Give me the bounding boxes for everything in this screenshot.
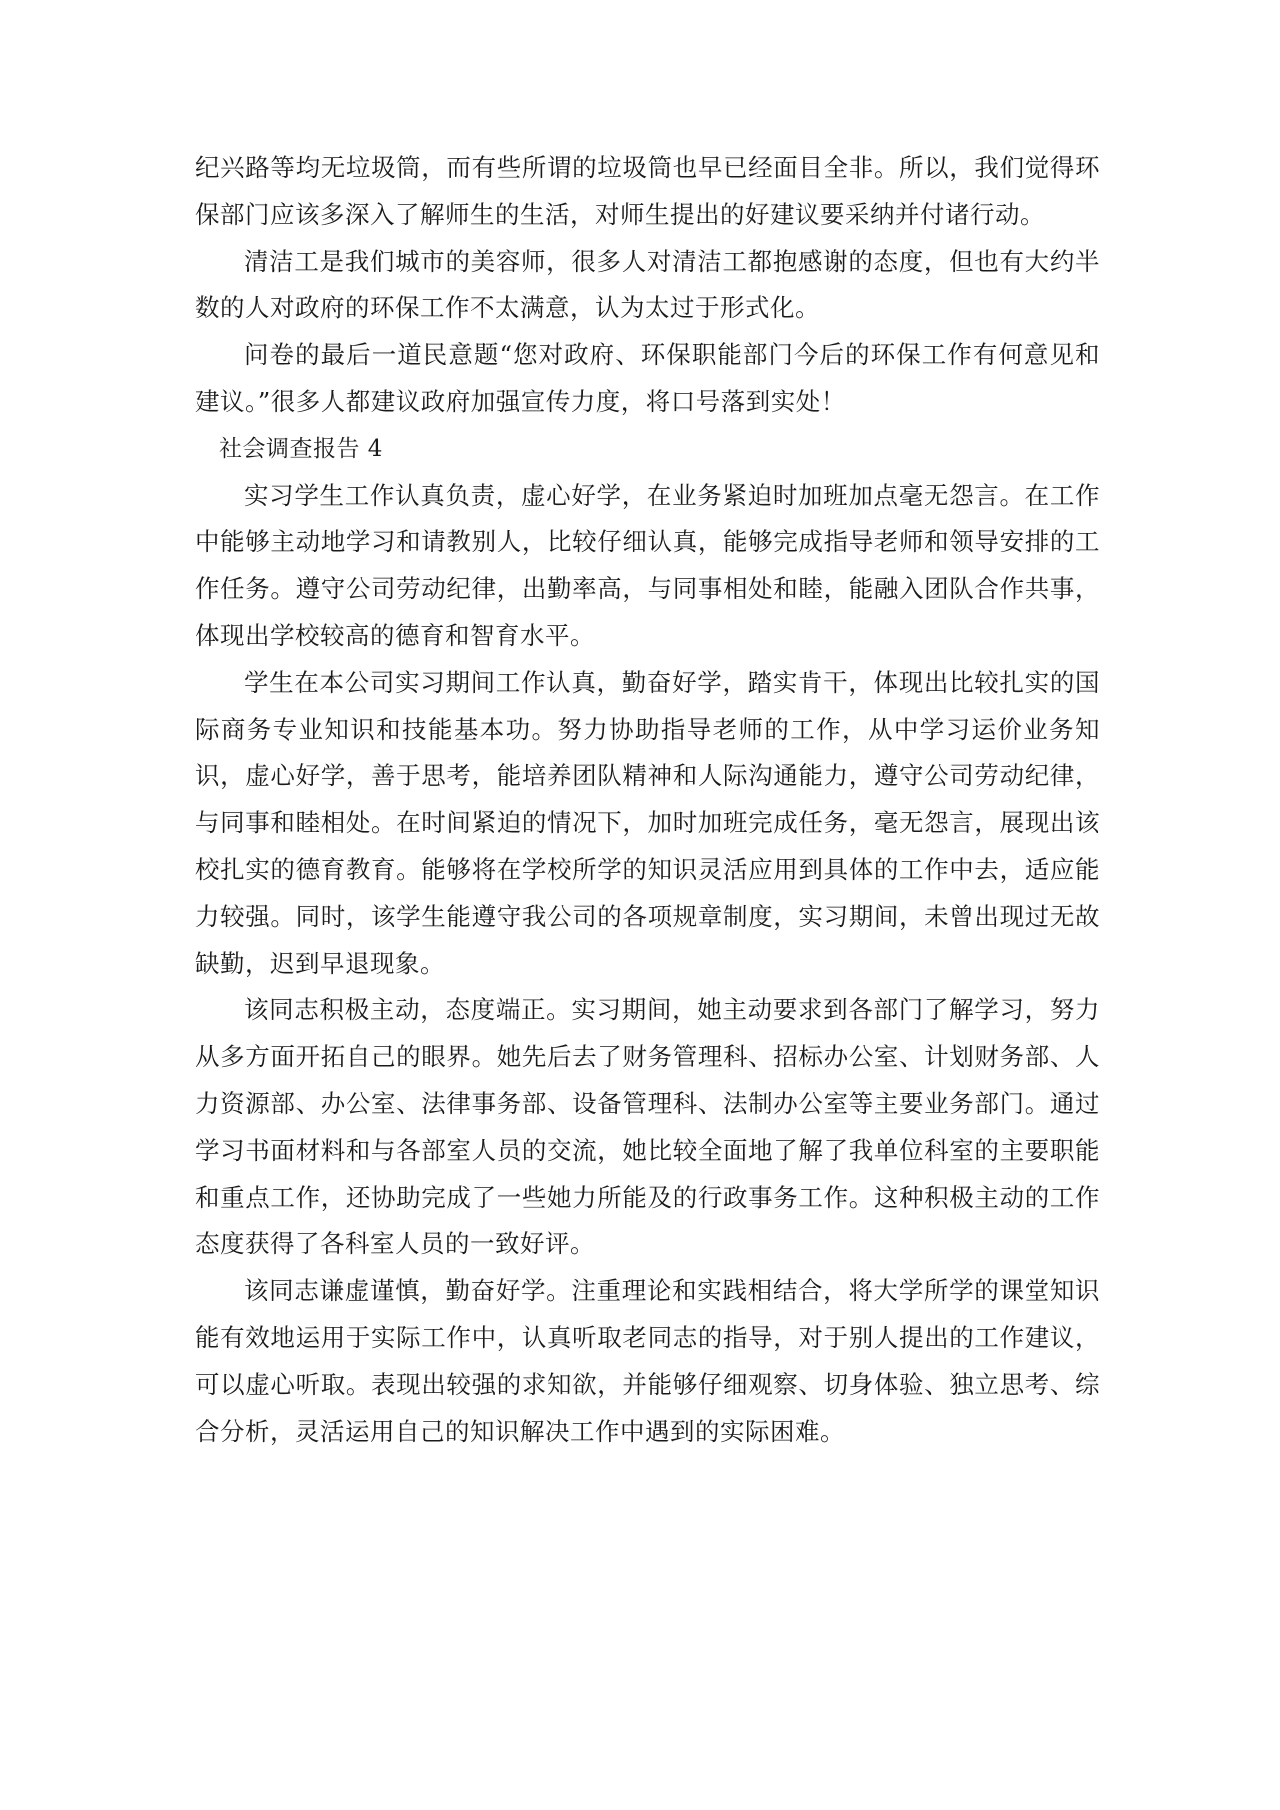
paragraph-continued: 纪兴路等均无垃圾筒，而有些所谓的垃圾筒也早已经面目全非。所以，我们觉得环保部门应该多深入了解师生的生活，对师生提出的好建议要采纳并付诸行动。: [195, 153, 1100, 229]
paragraph: 实习学生工作认真负责，虚心好学，在业务紧迫时加班加点毫无怨言。在工作中能够主动地学习和请教别人，比较仔细认真，能够完成指导老师和领导安排的工作任务。遵守公司劳动纪律，出勤率高，与同事相处和睦，能融入团队合作共事，体现出学校较高的德育和智育水平。: [195, 480, 1100, 650]
paragraph: 学生在本公司实习期间工作认真，勤奋好学，踏实肯干，体现出比较扎实的国际商务专业知识和技能基本功。努力协助指导老师的工作，从中学习运价业务知识，虚心好学，善于思考，能培养团队精神和人际沟通能力，遵守公司劳动纪律，与同事和睦相处。在时间紧迫的情况下，加时加班完成任务，毫无怨言，展现出该校扎实的德育教育。能够将在学校所学的知识灵活应用到具体的工作中去，适应能力较强。同时，该学生能遵守我公司的各项规章制度，实习期间，未曾出现过无故缺勤，迟到早退现象。: [195, 667, 1100, 978]
paragraph: 该同志积极主动，态度端正。实习期间，她主动要求到各部门了解学习，努力从多方面开拓自己的眼界。她先后去了财务管理科、招标办公室、计划财务部、人力资源部、办公室、法律事务部、设备管理科、法制办公室等主要业务部门。通过学习书面材料和与各部室人员的交流，她比较全面地了解了我单位科室的主要职能和重点工作，还协助完成了一些她力所能及的行政事务工作。这种积极主动的工作态度获得了各科室人员的一致好评。: [195, 995, 1100, 1259]
paragraph: 该同志谦虚谨慎，勤奋好学。注重理论和实践相结合，将大学所学的课堂知识能有效地运用于实际工作中，认真听取老同志的指导，对于别人提出的工作建议，可以虚心听取。表现出较强的求知欲，并能够仔细观察、切身体验、独立思考、综合分析，灵活运用自己的知识解决工作中遇到的实际困难。: [195, 1276, 1100, 1446]
document-page: [195, 145, 1100, 1455]
section-heading: 社会调查报告 4: [219, 435, 383, 462]
paragraph: 问卷的最后一道民意题“您对政府、环保职能部门今后的环保工作有何意见和建议。”很多人都建议政府加强宣传力度，将口号落到实处！: [195, 340, 1100, 416]
paragraph: 清洁工是我们城市的美容师，很多人对清洁工都抱感谢的态度，但也有大约半数的人对政府的环保工作不太满意，认为太过于形式化。: [195, 246, 1100, 323]
